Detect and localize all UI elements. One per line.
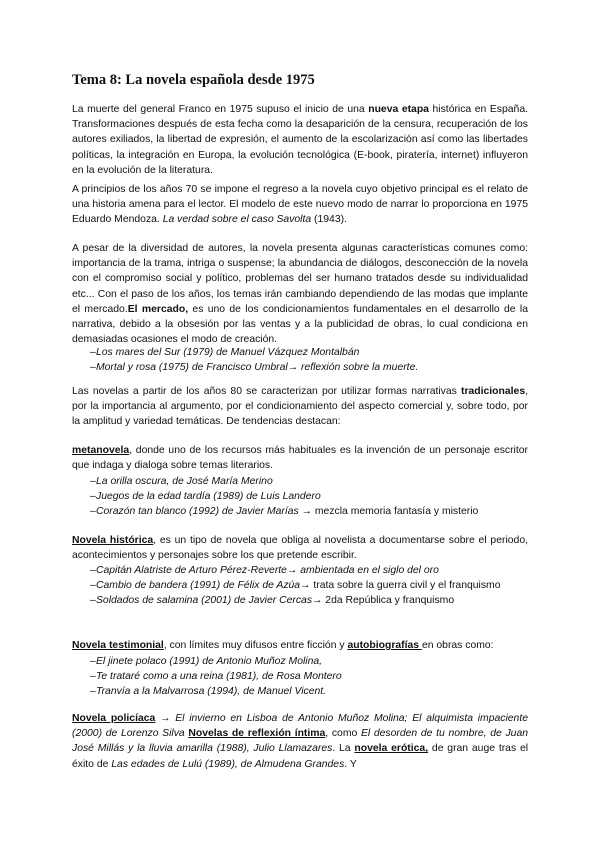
list-item: – Los mares del Sur (1979) de Manuel Vázquez Montalbán — [72, 345, 528, 360]
page-title: Tema 8: La novela española desde 1975 — [72, 72, 315, 88]
list-item: – Mortal y rosa (1975) de Francisco Umbral→ reflexión sobre la muerte. — [72, 360, 528, 375]
list-item: – Corazón tan blanco (1992) de Javier Marías → mezcla memoria fantasía y misterio — [72, 504, 528, 519]
heading-metanovela: metanovela — [72, 445, 130, 456]
heading-novela-testimonial: Novela testimonial — [72, 640, 164, 651]
list-item: – Te trataré como a una reina (1981), de Rosa Montero — [72, 669, 528, 684]
paragraph-novela-historica: Novela histórica, es un tipo de novela que obliga al novelista a documentarse sobre el periodo, acontecimientos y personajes sobre los que pretende escribir. — [72, 535, 528, 562]
bold-nueva-etapa: nueva etapa — [368, 104, 429, 115]
heading-reflexion-intima: Novelas de reflexión íntima — [188, 728, 326, 740]
paragraph-intro: La muerte del general Franco en 1975 supuso el inicio de una nueva etapa histórica en España. Transformaciones después de esta fecha como la desaparición de la censura, recuperación de los autores exiliados, la libertad de expresión, el aumento de la escolarización así como las libertades políticas, la integración en Europa, la evolución tecnológica (E-book, piratería, internet) influyeron en la evolución de la literatura. — [72, 104, 529, 176]
list-metanovela — [72, 474, 528, 520]
list-item: – Soldados de salamina (2001) de Javier Cercas→ 2da República y franquismo — [72, 593, 528, 608]
paragraph-80s: Las novelas a partir de los años 80 se caracterizan por utilizar formas narrativas tradicionales, por la importancia al argumento, por el condicionamiento del aspecto comercial y, sobre todo, por la amplitud y variedad temáticas. De tendencias destacan: — [72, 386, 528, 428]
heading-novela-erotica: novela erótica, — [354, 743, 429, 755]
bold-autobiografias: autobiografías — [347, 640, 422, 651]
heading-novela-historica: Novela histórica — [72, 535, 154, 546]
heading-novela-policiaca: Novela policíaca — [72, 713, 156, 724]
list-item: – Tranvía a la Malvarrosa (1994), de Manuel Vicent. — [72, 684, 528, 699]
list-item: – Juegos de la edad tardía (1989) de Luis Landero — [72, 489, 528, 504]
italic-savolta: La verdad sobre el caso Savolta — [162, 214, 312, 226]
list-novela-testimonial — [72, 654, 528, 700]
paragraph-characteristics: A pesar de la diversidad de autores, la novela presenta algunas características comunes como: importancia de la trama, intriga o suspense; la abundancia de diálogos, desconección de la novela con el compromiso social y político, problemas del ser humano tratados desde su individualidad etc... Con el paso de los años, los temas irán cambiando dependiendo de las modas que implante el mercado.El mercado, es uno de los condicionamientos fundamentales en el desarrollo de la narrativa, debido a la obsesión por las ventas y a la publicidad de obras, lo cual condiciona en demasiadas ocasiones el modo de creación. — [72, 243, 528, 346]
list-item: – El jinete polaco (1991) de Antonio Muñoz Molina, — [72, 654, 528, 669]
bold-el-mercado: El mercado, — [127, 303, 189, 315]
paragraph-70s: A principios de los años 70 se impone el regreso a la novela cuyo objetivo principal es el relato de una historia amena para el lector. El modelo de este nuevo modo de narrar lo proporciona en 1975 Eduardo Mendoza. La verdad sobre el caso Savolta (1943). — [72, 184, 528, 226]
list-item: – Cambio de bandera (1991) de Félix de Azúa→ trata sobre la guerra civil y el franquismo — [72, 578, 528, 593]
list-market-novels — [72, 345, 528, 375]
paragraph-novela-testimonial: Novela testimonial, con límites muy difusos entre ficción y autobiografías en obras como: — [72, 640, 494, 651]
bold-tradicionales: tradicionales — [461, 386, 526, 397]
paragraph-metanovela: metanovela, donde uno de los recursos más habituales es la invención de un personaje escritor que indaga y dialoga sobre temas literarios. — [72, 445, 528, 472]
list-item: – Capitán Alatriste de Arturo Pérez-Reverte→ ambientada en el siglo del oro — [72, 563, 528, 578]
paragraph-novela-policiaca: Novela policíaca → El invierno en Lisboa de Antonio Muñoz Molina; El alquimista impaciente (2000) de Lorenzo Silva Novelas de reflexión íntima, como El desorden de tu nombre, de Juan José Millás y la lluvia amarilla (1988), Julio Llamazares. La novela erótica, de gran auge tras el éxito de Las edades de Lulú (1989), de Almudena Grandes. Y — [72, 713, 529, 770]
list-item: – La orilla oscura, de José María Merino — [72, 474, 528, 489]
list-novela-historica — [72, 563, 528, 609]
